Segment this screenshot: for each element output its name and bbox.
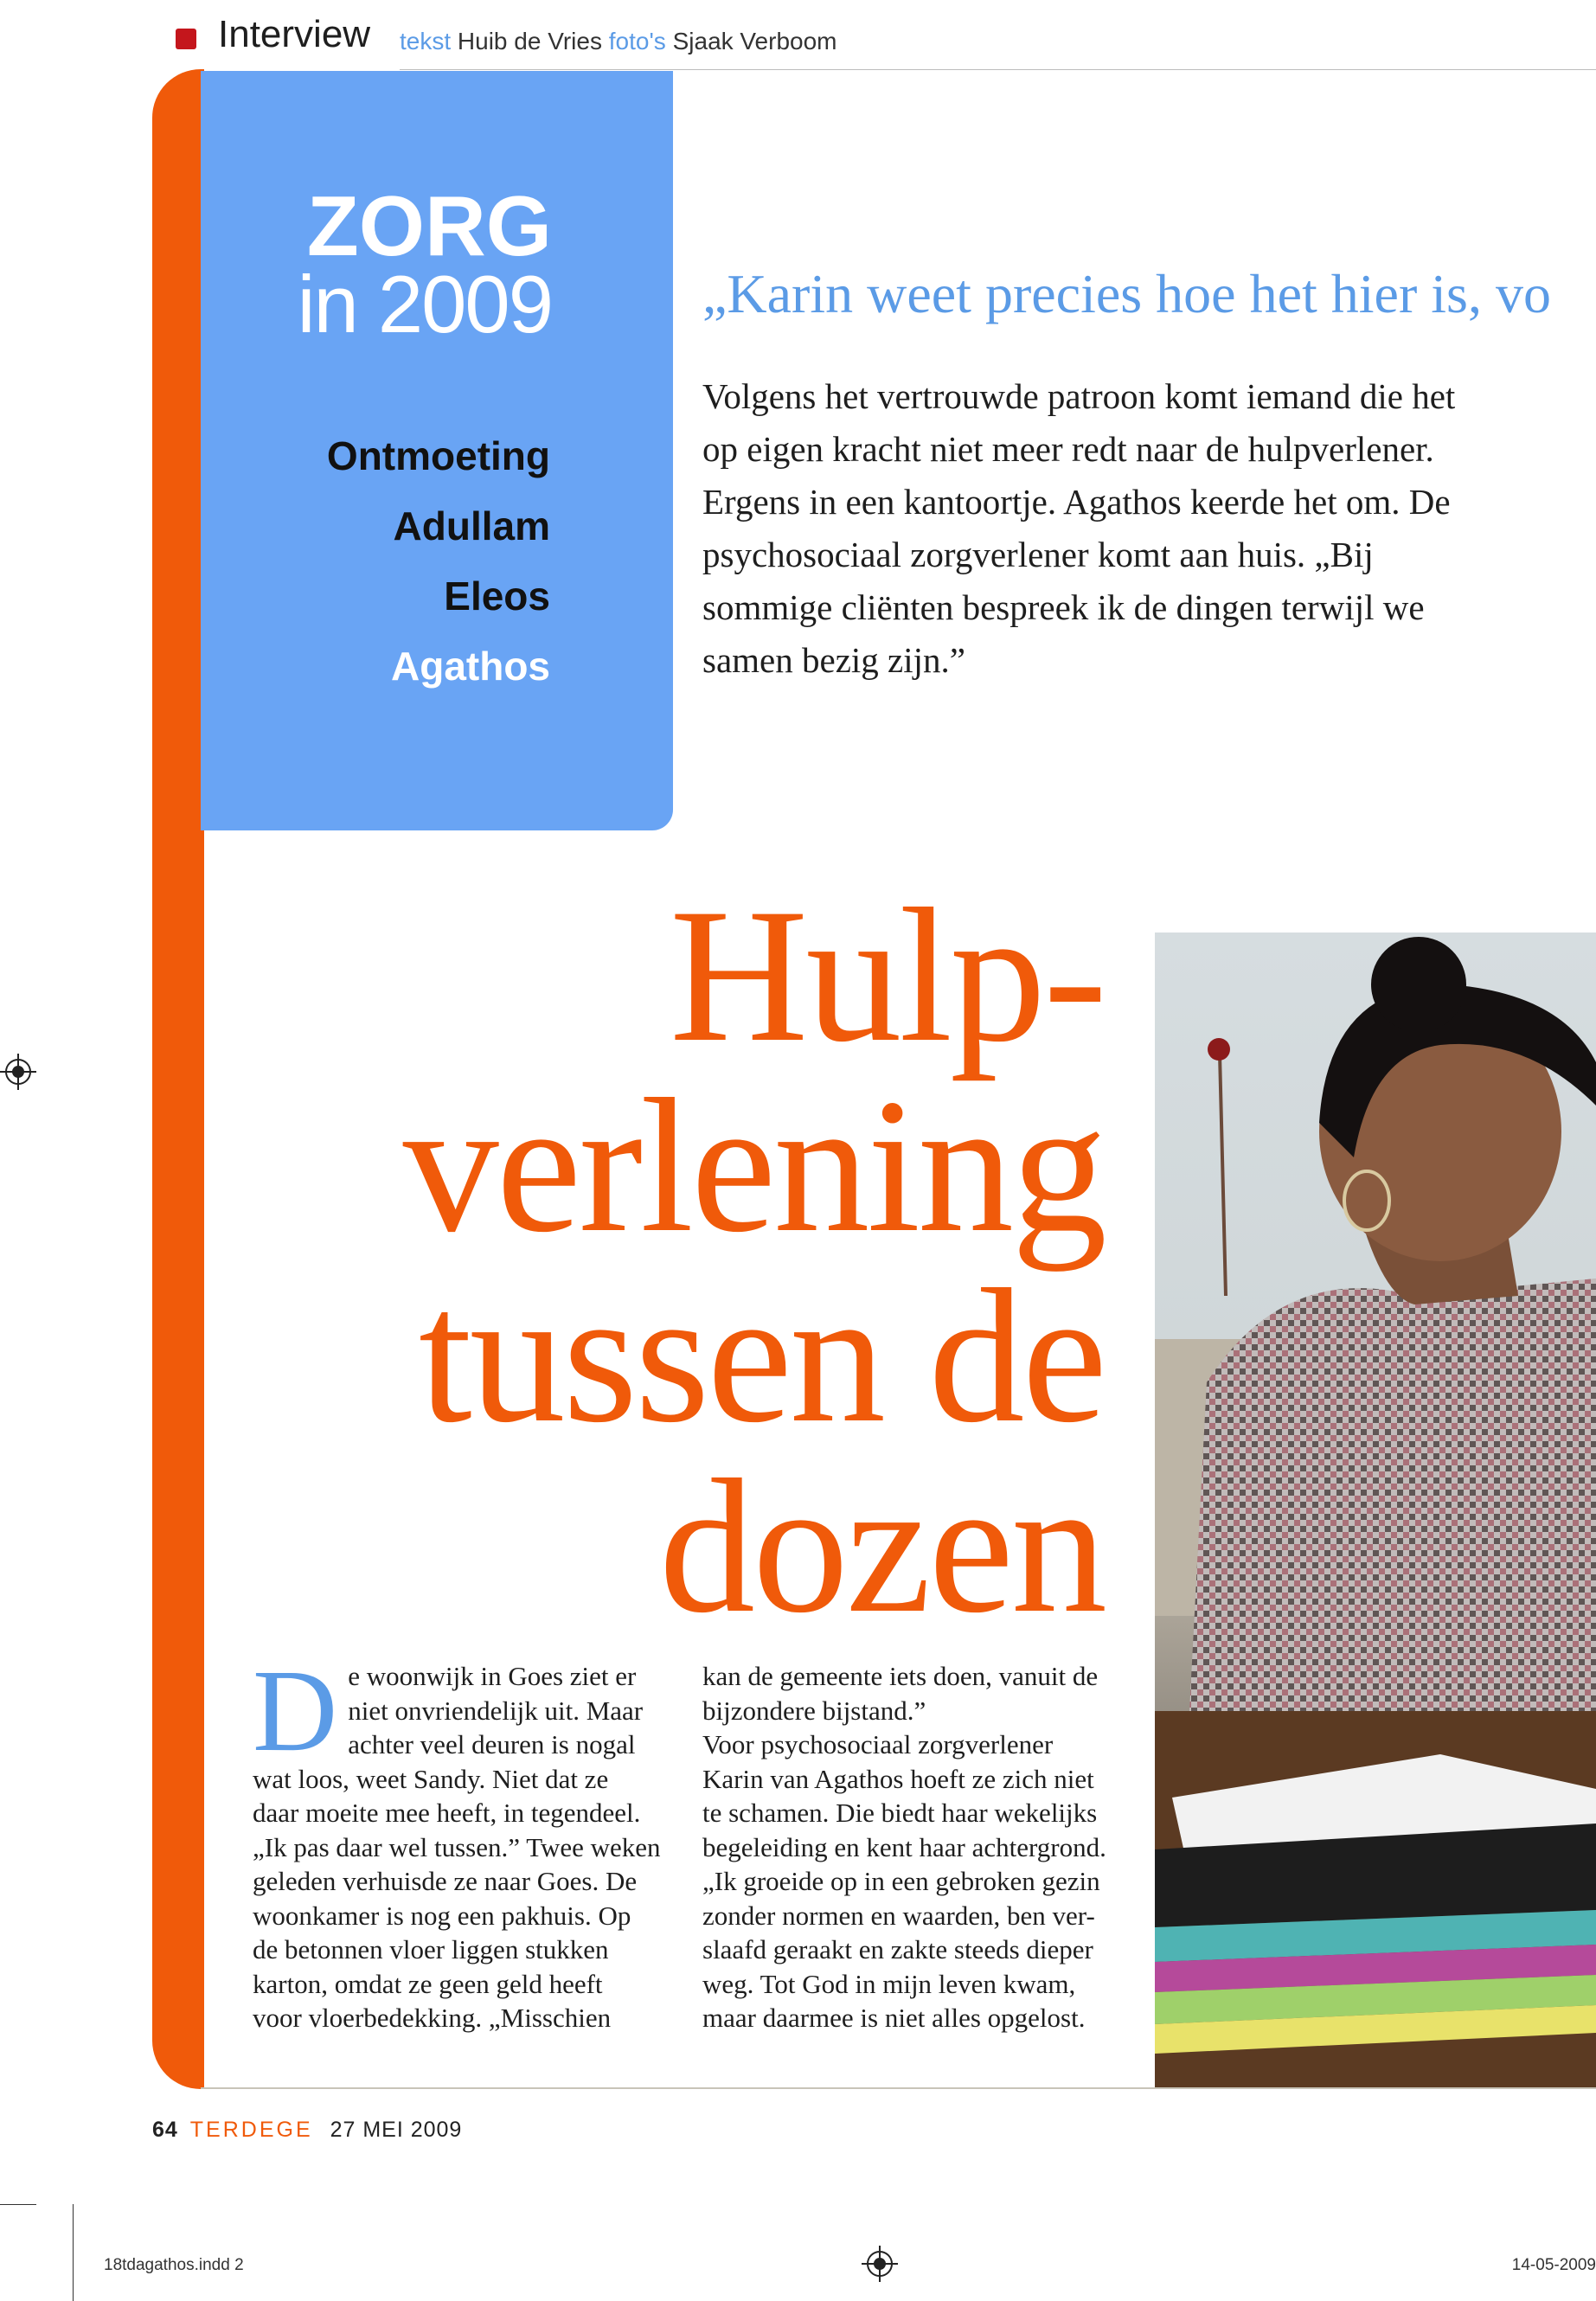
body-line: woonkamer is nog een pakhuis. Op (253, 1900, 631, 1931)
body-line: te schamen. Die biedt haar wekelijks (702, 1798, 1098, 1828)
header-rule (400, 69, 1596, 70)
credits (400, 29, 836, 54)
article-photo (1155, 933, 1596, 2087)
body-line: slaafd geraakt en zakte steeds dieper (702, 1934, 1093, 1965)
photo-illustration (1155, 933, 1596, 2087)
body-line: „Ik pas daar wel tussen.” Twee weken (253, 1831, 661, 1862)
body-line: kan de gemeente iets doen, vanuit de (702, 1661, 1099, 1691)
body-line: weg. Tot God in mijn leven kwam, (702, 1968, 1076, 1999)
bottom-rule (201, 2087, 1596, 2089)
body-line: Voor psychosociaal zorgverlener (702, 1729, 1054, 1759)
series-year: in 2009 (297, 259, 552, 349)
body-line: „Ik groeide op in een gebroken gezin (702, 1866, 1100, 1896)
body-line: daar moeite mee heeft, in tegendeel. (253, 1798, 641, 1828)
series-item-current: Agathos (391, 644, 550, 689)
body-column-1 (253, 1646, 676, 2035)
body-line: achter veel deuren is nogal (348, 1729, 636, 1759)
page-number: 64 (152, 2118, 178, 2142)
body-line: de betonnen vloer liggen stukken (253, 1934, 609, 1965)
section-label: Interview (218, 13, 371, 55)
jacket-pattern (1189, 1279, 1596, 1711)
body-line: voor vloerbedekking. „Misschien (253, 2003, 612, 2033)
section-marker (176, 29, 196, 49)
drop-cap: D (253, 1646, 338, 1776)
intro-paragraph: Volgens het vertrouwde patroon komt iemand die het op eigen kracht niet meer redt naar de hulpverlener. Ergens in een kantoortje. Agathos keerde het om. De psychosociaal zorgverlener komt aan huis. „Bij sommige cliënten bespreek ik de dingen terwijl we samen bezig zijn.” (702, 376, 1456, 680)
slug-filename: 18tdagathos.indd 2 (104, 2256, 244, 2274)
headline (402, 869, 1105, 1653)
body-column-2 (702, 1659, 1126, 2035)
body-line: niet onvriendelijk uit. Maar (348, 1695, 644, 1726)
registration-mark-icon (862, 2246, 898, 2282)
headline-line: verlening (402, 1060, 1105, 1272)
issue-date: 27 MEI 2009 (330, 2118, 463, 2142)
crop-mark (73, 2204, 74, 2301)
series-item: Adullam (393, 503, 550, 548)
hair-bun (1371, 937, 1466, 1032)
rose-icon (1208, 1038, 1230, 1061)
body-line: wat loos, weet Sandy. Niet dat ze (253, 1763, 609, 1794)
body-line: geleden verhuisde ze naar Goes. De (253, 1866, 638, 1896)
slug-date: 14-05-2009 (1511, 2256, 1596, 2274)
body-line: begeleiding en kent haar achtergrond. (702, 1831, 1106, 1862)
text-author: Huib de Vries (457, 28, 602, 54)
body-line: karton, omdat ze geen geld heeft (253, 1968, 603, 1999)
body-line: maar daarmee is niet alles opgelost. (702, 2003, 1086, 2033)
series-title: ZORG (306, 178, 552, 273)
pull-quote: „Karin weet precies hoe het hier is, vo (702, 263, 1551, 324)
rose-stem (1220, 1054, 1226, 1296)
series-item: Ontmoeting (326, 433, 550, 478)
headline-line: dozen (658, 1440, 1105, 1653)
headline-line: tussen de (418, 1250, 1105, 1463)
headline-line: Hulp- (670, 869, 1105, 1082)
photo-author: Sjaak Verboom (672, 28, 837, 54)
magazine-name: TERDEGE (189, 2118, 313, 2142)
photo-credit-label: foto's (608, 28, 666, 54)
body-line: Karin van Agathos hoeft ze zich niet (702, 1763, 1094, 1794)
registration-mark-icon (0, 1054, 36, 1090)
body-line: e woonwijk in Goes ziet er (348, 1661, 637, 1691)
body-line: zonder normen en waarden, ben ver- (702, 1900, 1095, 1931)
series-list (327, 427, 550, 708)
orange-frame-bar (152, 69, 204, 2089)
crop-mark (0, 2204, 36, 2205)
series-item: Eleos (444, 574, 550, 619)
body-line: bijzondere bijstand.” (702, 1695, 926, 1726)
text-credit-label: tekst (400, 28, 452, 54)
page-folio (152, 2118, 462, 2143)
